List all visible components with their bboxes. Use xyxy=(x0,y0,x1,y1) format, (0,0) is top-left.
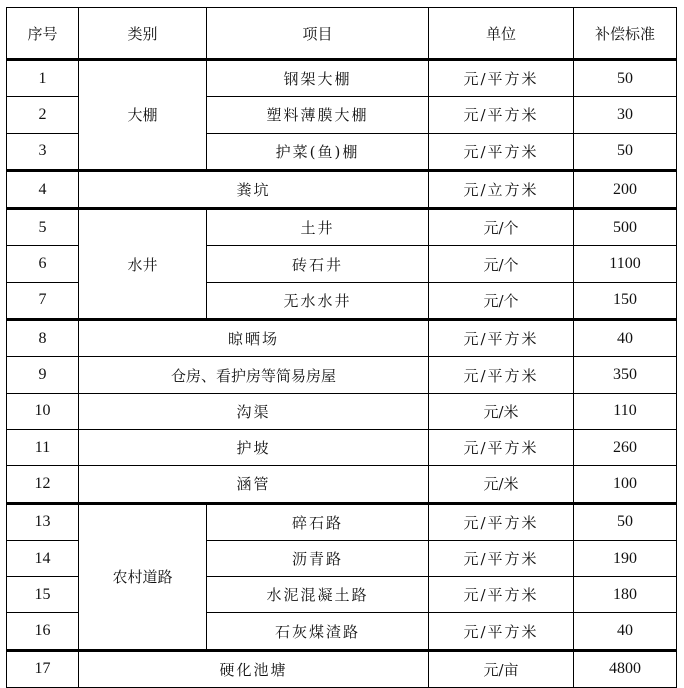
row-category: 农村道路 xyxy=(79,503,207,650)
row-unit: 元/个 xyxy=(429,282,574,319)
table-row xyxy=(7,503,677,540)
table-row xyxy=(7,650,677,687)
row-no: 2 xyxy=(7,97,79,133)
row-no: 13 xyxy=(7,503,79,540)
row-category: 大棚 xyxy=(79,60,207,171)
row-standard: 40 xyxy=(574,320,677,357)
row-standard: 500 xyxy=(574,209,677,246)
table-row xyxy=(7,320,677,357)
row-no: 5 xyxy=(7,209,79,246)
table-row xyxy=(7,60,677,97)
row-standard: 4800 xyxy=(574,650,677,687)
row-standard: 100 xyxy=(574,466,677,503)
row-no: 15 xyxy=(7,577,79,613)
row-no: 16 xyxy=(7,613,79,650)
table-row xyxy=(7,429,677,465)
row-unit: 元/平方米 xyxy=(429,320,574,357)
row-item: 水泥混凝土路 xyxy=(207,577,429,613)
row-standard: 200 xyxy=(574,170,677,208)
header-no: 序号 xyxy=(7,8,79,60)
row-no: 11 xyxy=(7,429,79,465)
row-unit: 元/米 xyxy=(429,393,574,429)
table-row xyxy=(7,209,677,246)
row-no: 4 xyxy=(7,170,79,208)
row-no: 17 xyxy=(7,650,79,687)
row-no: 8 xyxy=(7,320,79,357)
row-item: 钢架大棚 xyxy=(207,60,429,97)
header-category: 类别 xyxy=(79,8,207,60)
row-item: 砖石井 xyxy=(207,246,429,282)
row-no: 1 xyxy=(7,60,79,97)
row-standard: 40 xyxy=(574,613,677,650)
row-unit: 元/平方米 xyxy=(429,613,574,650)
row-item: 硬化池塘 xyxy=(79,650,429,687)
row-unit: 元/平方米 xyxy=(429,503,574,540)
row-item: 塑料薄膜大棚 xyxy=(207,97,429,133)
row-standard: 150 xyxy=(574,282,677,319)
row-unit: 元/平方米 xyxy=(429,577,574,613)
row-unit: 元/个 xyxy=(429,209,574,246)
row-item: 石灰煤渣路 xyxy=(207,613,429,650)
row-unit: 元/平方米 xyxy=(429,133,574,170)
compensation-standard-table xyxy=(6,7,677,688)
row-unit: 元/平方米 xyxy=(429,97,574,133)
row-standard: 50 xyxy=(574,503,677,540)
row-item: 粪坑 xyxy=(79,170,429,208)
table-row xyxy=(7,357,677,393)
row-item: 无水水井 xyxy=(207,282,429,319)
row-item: 沟渠 xyxy=(79,393,429,429)
table-header-row xyxy=(7,8,677,60)
row-unit: 元/亩 xyxy=(429,650,574,687)
row-standard: 190 xyxy=(574,540,677,576)
row-no: 9 xyxy=(7,357,79,393)
row-item: 仓房、看护房等简易房屋 xyxy=(79,357,429,393)
row-unit: 元/米 xyxy=(429,466,574,503)
row-standard: 110 xyxy=(574,393,677,429)
row-no: 12 xyxy=(7,466,79,503)
row-no: 6 xyxy=(7,246,79,282)
table-row xyxy=(7,170,677,208)
row-unit: 元/平方米 xyxy=(429,429,574,465)
row-no: 3 xyxy=(7,133,79,170)
row-item: 晾晒场 xyxy=(79,320,429,357)
header-standard: 补偿标准 xyxy=(574,8,677,60)
row-item: 护坡 xyxy=(79,429,429,465)
row-no: 7 xyxy=(7,282,79,319)
header-unit: 单位 xyxy=(429,8,574,60)
row-no: 10 xyxy=(7,393,79,429)
row-item: 沥青路 xyxy=(207,540,429,576)
row-item: 土井 xyxy=(207,209,429,246)
row-standard: 260 xyxy=(574,429,677,465)
row-standard: 180 xyxy=(574,577,677,613)
table-row xyxy=(7,466,677,503)
row-unit: 元/平方米 xyxy=(429,60,574,97)
row-item: 碎石路 xyxy=(207,503,429,540)
table-row xyxy=(7,393,677,429)
row-standard: 1100 xyxy=(574,246,677,282)
row-standard: 350 xyxy=(574,357,677,393)
row-unit: 元/平方米 xyxy=(429,540,574,576)
row-unit: 元/个 xyxy=(429,246,574,282)
row-unit: 元/立方米 xyxy=(429,170,574,208)
row-no: 14 xyxy=(7,540,79,576)
row-unit: 元/平方米 xyxy=(429,357,574,393)
row-item: 涵管 xyxy=(79,466,429,503)
row-standard: 50 xyxy=(574,60,677,97)
row-standard: 30 xyxy=(574,97,677,133)
row-item: 护菜(鱼)棚 xyxy=(207,133,429,170)
row-standard: 50 xyxy=(574,133,677,170)
row-category: 水井 xyxy=(79,209,207,320)
header-item: 项目 xyxy=(207,8,429,60)
